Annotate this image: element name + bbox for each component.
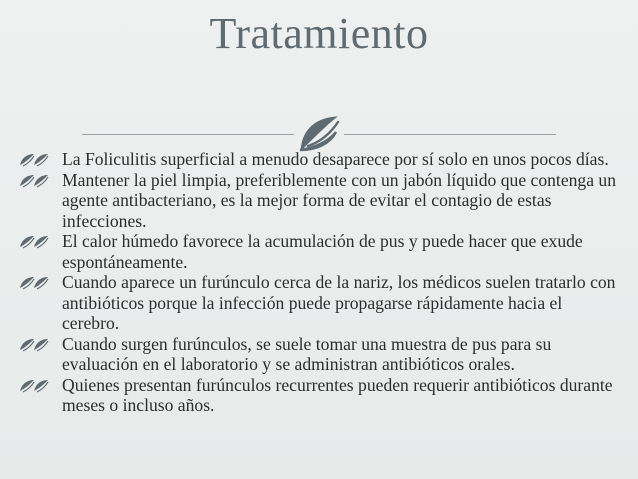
double-leaf-bullet-icon <box>18 235 52 249</box>
bullet-text: El calor húmedo favorece la acumulación de pus y puede hacer que exude espontáneamente. <box>62 231 583 272</box>
bullet-text: Cuando surgen furúnculos, se suele tomar una muestra de pus para su evaluación en el laboratorio y se administran antibióticos orales. <box>62 333 552 374</box>
bullet-item <box>18 231 623 272</box>
double-leaf-bullet-icon <box>18 153 52 167</box>
double-leaf-bullet-icon <box>18 276 52 290</box>
bullet-text: Cuando aparece un furúnculo cerca de la nariz, los médicos suelen tratarlo con antibióticos porque la infección puede propagarse rápidamente hacia el cerebro. <box>62 272 616 333</box>
bullet-text: Quienes presentan furúnculos recurrentes pueden requerir antibióticos durante meses o incluso años. <box>62 374 613 415</box>
double-leaf-bullet-icon <box>18 379 52 393</box>
title-divider-right <box>344 134 556 135</box>
double-leaf-bullet-icon <box>18 338 52 352</box>
bullet-item <box>18 170 623 232</box>
title-divider-left <box>82 134 294 135</box>
bullet-item <box>18 334 623 375</box>
bullet-list <box>18 149 623 416</box>
bullet-text: La Foliculitis superficial a menudo desaparece por sí solo en unos pocos días. <box>62 149 609 169</box>
flourish-ornament-icon <box>294 112 344 152</box>
bullet-item <box>18 149 623 170</box>
slide-title: Tratamiento <box>209 9 429 58</box>
bullet-text: Mantener la piel limpia, preferiblemente con un jabón líquido que contenga un agente antibacteriano, es la mejor forma de evitar el contagio de estas infecciones. <box>62 169 617 231</box>
bullet-item <box>18 375 623 416</box>
bullet-item <box>18 272 623 334</box>
double-leaf-bullet-icon <box>18 174 52 188</box>
